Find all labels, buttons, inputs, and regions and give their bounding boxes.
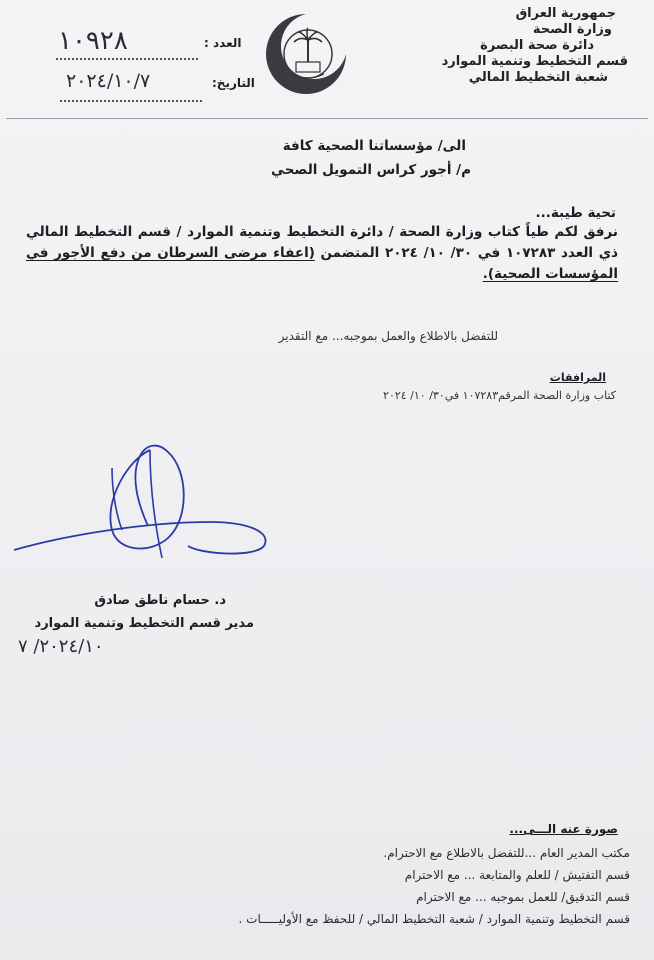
signatory-date: ٢٠٢٤/١٠/ ٧ — [18, 636, 104, 657]
letterhead — [441, 6, 628, 86]
subject-line: م/ أجور كراس التمويل الصحي — [271, 162, 471, 178]
copy-line: قسم التفتيش / للعلم والمتابعة ... مع الاحترام — [404, 868, 630, 882]
palm-crescent-seal-icon — [262, 10, 350, 98]
number-value: ١٠٩٢٨ — [58, 26, 128, 56]
copies-heading: صورة عنه الـــى... — [509, 822, 618, 836]
letterhead-country: جمهورية العراق — [515, 6, 616, 21]
date-value: ٢٠٢٤/١٠/٧ — [66, 70, 151, 92]
recipient-line: الى/ مؤسساتنا الصحية كافة — [282, 138, 466, 154]
copy-line: قسم التدقيق/ للعمل بموجبه ... مع الاحترام — [416, 890, 630, 904]
letter-body-text: نرفق لكم طياً كتاب وزارة الصحة / دائرة التخطيط وتنمية الموارد / قسم التخطيط المالي ذي العدد ١٠٧٢٨٣ في ٣٠/ ١٠/ ٢٠٢٤ المتضمن — [26, 224, 618, 261]
handwritten-signature — [0, 430, 300, 590]
signatory-name: د. حسام ناطق صادق — [94, 593, 226, 608]
letterhead-division: شعبة التخطيط المالي — [468, 70, 608, 85]
signatory-title: مدير قسم التخطيط وتنمية الموارد — [34, 616, 254, 631]
copy-line: قسم التخطيط وتنمية الموارد / شعبة التخطيط المالي / للحفظ مع الأوليـــــات . — [238, 912, 630, 926]
date-dotted-line — [60, 100, 202, 102]
copy-line: مكتب المدير العام ...للتفضل بالاطلاع مع الاحترام. — [383, 846, 630, 860]
date-label: التاريخ: — [212, 76, 255, 90]
letter-body — [26, 222, 618, 285]
attachments-heading: المرافقات — [549, 371, 606, 384]
attachments-item: كتاب وزارة الصحة المرقم١٠٧٢٨٣ في٣٠/ ١٠/ ٢٠٢٤ — [383, 389, 616, 402]
letter-body-highlight: (اعفاء مرضى السرطان من دفع الأجور في المؤسسات الصحية). — [26, 245, 618, 282]
number-label: العدد : — [204, 36, 242, 50]
letterhead-directorate: دائرة صحة البصرة — [480, 38, 594, 53]
letterhead-ministry: وزارة الصحة — [532, 22, 612, 37]
header-divider — [6, 118, 648, 119]
greeting: تحية طيبة... — [535, 205, 616, 221]
number-dotted-line — [56, 58, 198, 60]
letterhead-department: قسم التخطيط وتنمية الموارد — [441, 54, 628, 69]
closing-line: للتفضل بالاطلاع والعمل بموجبه... مع التقدير — [278, 329, 498, 343]
